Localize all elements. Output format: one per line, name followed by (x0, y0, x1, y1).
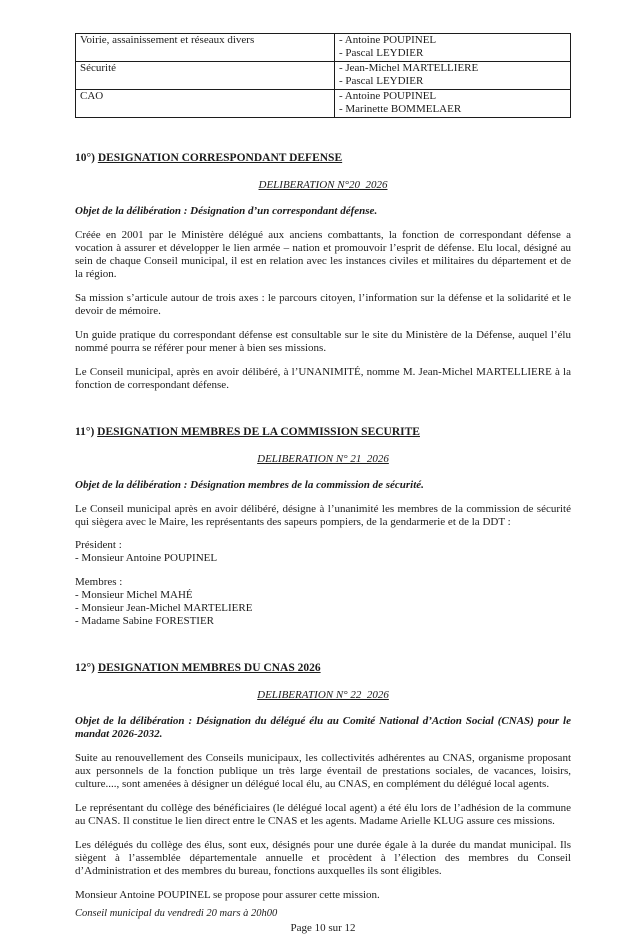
footer-meeting-note: Conseil municipal du vendredi 20 mars à 20h00 (75, 908, 278, 919)
committee-label: Voirie, assainissement et réseaux divers (80, 34, 255, 46)
member-name: - Antoine POUPINEL (338, 34, 437, 46)
member-name: - Pascal LEYDIER (338, 75, 424, 87)
deliberation-object: Objet de la délibération : Désignation du délégué élu au Comité National d’Action Social (CNAS) pour le mandat 2026-2032. (75, 715, 571, 740)
deliberation-title: DELIBERATION N° 21 2026 (257, 453, 389, 465)
member-name: - Jean-Michel MARTELLIERE (338, 62, 479, 74)
committee-members-cell (334, 90, 570, 118)
section-12 (75, 662, 571, 902)
list-item: - Monsieur Antoine POUPINEL (75, 552, 218, 564)
paragraph: Les délégués du collège des élus, sont eux, désignés pour une durée égale à la durée du mandat municipal. Ils siègent à l’assemblée départementale annuelle et procèdent à l’élection des membres du Conseil d’Administration et des membres du bureau, fonctions auxquelles ils sont éligibles. (75, 839, 571, 877)
deliberation-object: Objet de la délibération : Désignation d’un correspondant défense. (75, 205, 378, 217)
section-title: DESIGNATION MEMBRES DE LA COMMISSION SECURITE (97, 426, 420, 438)
table-row (76, 90, 571, 118)
members-label: Membres : (75, 576, 123, 588)
section-10 (75, 152, 571, 392)
member-name: - Marinette BOMMELAER (338, 103, 462, 115)
committee-label: Sécurité (80, 62, 117, 74)
paragraph: Le Conseil municipal, après en avoir délibéré, à l’UNANIMITÉ, nomme M. Jean-Michel MARTELLIERE à la fonction de correspondant défense. (75, 366, 571, 391)
page-footer (75, 907, 571, 935)
page-number: Page 10 sur 12 (290, 922, 356, 934)
deliberation-title: DELIBERATION N°20 2026 (258, 179, 388, 191)
section-number: 10°) (75, 152, 95, 164)
table-row (76, 62, 571, 90)
committee-table (75, 33, 571, 118)
list-item: - Monsieur Jean-Michel MARTELIERE (75, 602, 253, 614)
section-heading (75, 152, 571, 165)
paragraph: Monsieur Antoine POUPINEL se propose pour assurer cette mission. (75, 889, 380, 901)
section-number: 12°) (75, 662, 95, 674)
paragraph: Le représentant du collège des bénéficiaires (le délégué local agent) a été élu lors de l’adhésion de la commune au CNAS. Il constitue le lien direct entre le CNAS et les agents. Madame Arielle KLUG assure ces missions. (75, 802, 571, 827)
deliberation-object: Objet de la délibération : Désignation membres de la commission de sécurité. (75, 479, 424, 491)
committee-members-cell (334, 62, 570, 90)
paragraph: Le Conseil municipal après en avoir délibéré, désigne à l’unanimité les membres de la commission de sécurité qui siègera avec le Maire, les représentants des sapeurs pompiers, de la gendarmerie et de la DDT : (75, 503, 571, 528)
paragraph: Un guide pratique du correspondant défense est consultable sur le site du Ministère de la Défense, auquel l’élu nommé pourra se référer pour mener à bien ses missions. (75, 329, 571, 354)
table-row (76, 34, 571, 62)
member-name: - Pascal LEYDIER (338, 47, 424, 59)
committee-label-cell (76, 90, 335, 118)
paragraph: Suite au renouvellement des Conseils municipaux, les collectivités adhérentes au CNAS, organisme proposant aux personnels de la fonction publique un très large éventail de prestations sociales, de vacances, loisirs, culture...., sont amenées à désigner un délégué local élu, au CNAS, en complément du délégué local agents. (75, 752, 571, 790)
deliberation-title: DELIBERATION N° 22 2026 (257, 689, 389, 701)
section-heading (75, 426, 571, 439)
paragraph: Créée en 2001 par le Ministère délégué aux anciens combattants, la fonction de correspondant défense a vocation à assurer et développer le lien armée – nation et promouvoir l’esprit de défense. Elu local, désigné au sein de chaque Conseil municipal, il est en relation avec les instances civiles et militaires du département et de la région. (75, 229, 571, 280)
section-11 (75, 426, 571, 628)
committee-label-cell (76, 62, 335, 90)
list-item: - Madame Sabine FORESTIER (75, 615, 215, 627)
member-name: - Antoine POUPINEL (338, 90, 437, 102)
section-number: 11°) (75, 426, 95, 438)
section-title: DESIGNATION CORRESPONDANT DEFENSE (97, 152, 343, 164)
section-title: DESIGNATION MEMBRES DU CNAS 2026 (97, 662, 321, 674)
section-heading (75, 662, 571, 675)
president-label: Président : (75, 539, 122, 551)
committee-label: CAO (80, 90, 104, 102)
committee-members-cell (334, 34, 570, 62)
committee-label-cell (76, 34, 335, 62)
paragraph: Sa mission s’articule autour de trois axes : le parcours citoyen, l’information sur la défense et la solidarité et le devoir de mémoire. (75, 292, 571, 317)
list-item: - Monsieur Michel MAHÉ (75, 589, 193, 601)
